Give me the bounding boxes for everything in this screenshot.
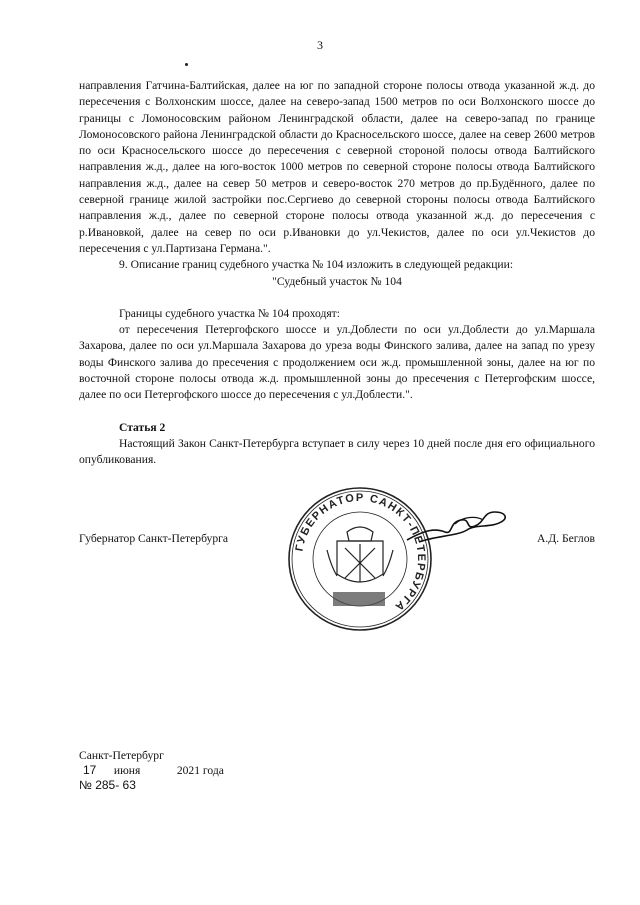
document-body: [79, 78, 595, 469]
borders-intro: Границы судебного участка № 104 проходят:: [119, 306, 340, 320]
date-year: 2021 года: [176, 764, 224, 777]
item-9: 9. Описание границ судебного участка № 104 изложить в следующей редакции:: [119, 258, 514, 272]
scan-speck: [185, 63, 188, 66]
article-text: Настоящий Закон Санкт-Петербурга вступает в силу через 10 дней после дня его официального опубликования.: [79, 436, 595, 467]
signer-title: Губернатор Санкт-Петербурга: [79, 532, 229, 545]
borders-description: от пересечения Петергофского шоссе и ул.Доблести по оси ул.Доблести до ул.Маршала Захарова, далее по оси ул.Маршала Захарова до уреза воды Финского залива, далее на запад по урезу воды Финского залива до пресечения с продолжением оси ж.д. промышленной зоны, далее на юг по восточной стороне полосы отвода ж.д. промышленной зоны до пресечения с Петергофским шоссе, далее по оси Петергофского шоссе до пересечения с ул.Доблести.".: [79, 323, 595, 402]
svg-text:ГУБЕРНАТОР САНКТ-ПЕТЕРБУРГА: ГУБЕРНАТОР САНКТ-ПЕТЕРБУРГА: [293, 491, 428, 614]
page-number: 3: [317, 38, 323, 52]
article-title: Статья 2: [119, 420, 166, 434]
paragraph-route: направления Гатчина-Балтийская, далее на юг по западной стороне полосы отвода указанной ж.д. до пересечения с Волхонским шоссе, далее на северо-запад 1500 метров по оси Волхонского шоссе до границы с Ломоносовским районом Ленинградской области, далее на северо-запад по границе Ломоносовского района Ленинградской области до Красносельского шоссе, далее на север 2600 метров по оси Красносельского шоссе до пересечения с северной стороной полосы отвода Балтийского направления ж.д., далее на юго-восток 1000 метров по северной стороне полосы отвода Балтийского направления ж.д., далее на север 50 метров и северо-восток 270 метров до пр.Будённого, далее по северной границе жилой застройки пос.Сергиево до северной стороны полосы отвода Балтийского направления ж.д., далее по северной стороне полосы отвода указанной ж.д. до пересечения с р.Ивановкой, далее на север по оси р.Ивановки до ул.Чекистов, далее по оси ул.Чекистов до пересечения с ул.Партизана Германа.".: [79, 79, 595, 255]
footer-city: Санкт-Петербург: [79, 749, 164, 762]
handwritten-signature: [405, 500, 515, 550]
date-month: июня: [113, 764, 141, 777]
date-day: 17: [83, 763, 97, 777]
signer-name: А.Д. Беглов: [536, 532, 595, 545]
document-footer: [79, 748, 224, 793]
section-heading-104: "Судебный участок № 104: [272, 274, 402, 288]
law-number: № 285- 63: [79, 778, 136, 792]
footer-date: [79, 763, 224, 778]
